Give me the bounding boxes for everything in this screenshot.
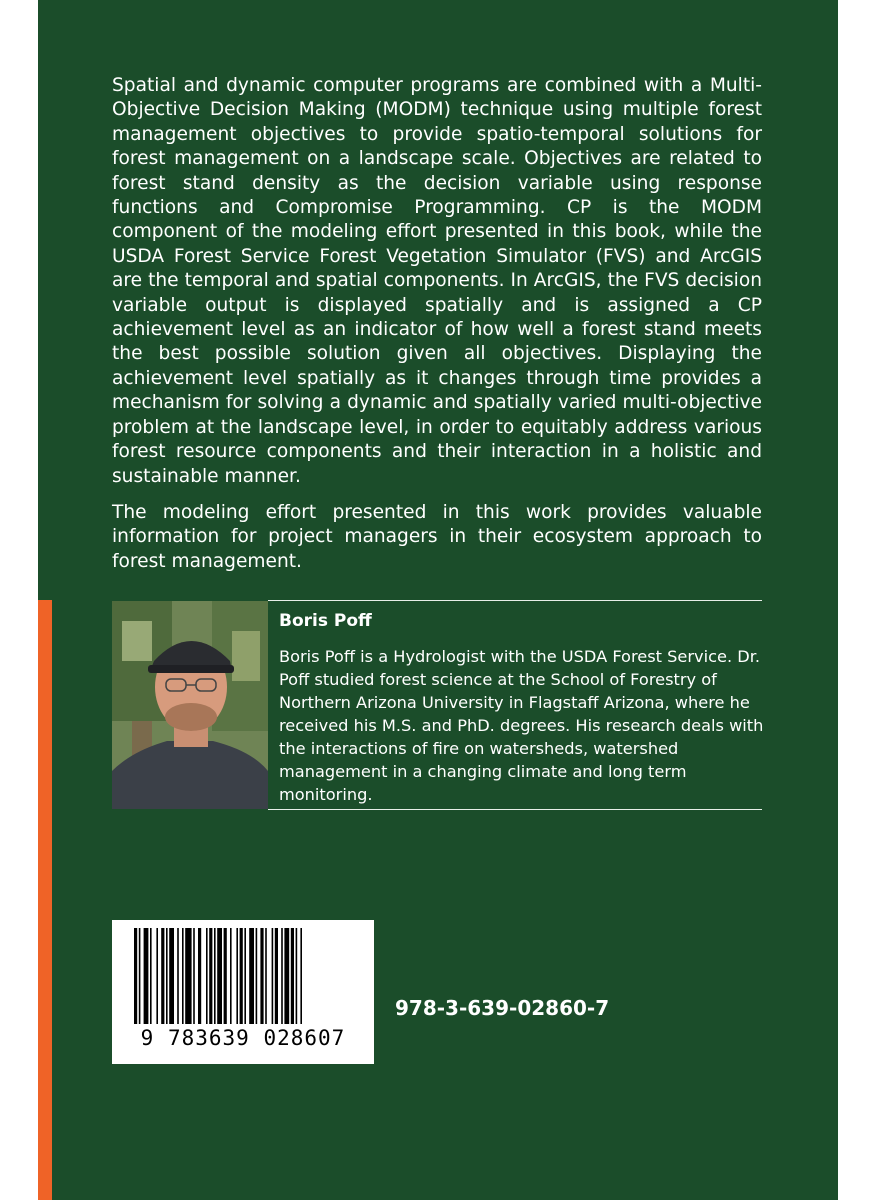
accent-strip: [38, 600, 52, 1200]
book-blurb: [112, 74, 762, 586]
barcode-bars: [112, 920, 374, 1026]
blurb-paragraph-2: The modeling effort presented in this work provides valuable information for project managers in their ecosystem approach to forest management.: [112, 501, 762, 572]
author-top-divider: [268, 600, 762, 601]
author-name: Boris Poff: [279, 611, 372, 631]
author-photo: [112, 601, 268, 809]
barcode-digits: 9 783639 028607: [140, 1026, 346, 1050]
isbn-number: 978-3-639-02860-7: [395, 996, 610, 1020]
author-bottom-divider: [268, 809, 762, 810]
blurb-paragraph-1: Spatial and dynamic computer programs are combined with a Multi-Objective Decision Making (MODM) technique using multiple forest management objectives to provide spatio-temporal solutions for forest management on a landscape scale. Objectives are related to forest stand density as the decision variable using response functions and Compromise Programming. CP is the MODM component of the modeling effort presented in this book, while the USDA Forest Service Forest Vegetation Simulator (FVS) and ArcGIS are the temporal and spatial components. In ArcGIS, the FVS decision variable output is displayed spatially and is assigned a CP achievement level as an indicator of how well a forest stand meets the best possible solution given all objectives. Displaying the achievement level spatially as it changes through time provides a mechanism for solving a dynamic and spatially varied multi-objective problem at the landscape level, in order to equitably address various forest resource components and their interaction in a holistic and sustainable manner.: [112, 75, 762, 487]
author-bio: Boris Poff is a Hydrologist with the USDA Forest Service. Dr. Poff studied forest science at the School of Forestry of Northern Arizona University in Flagstaff Arizona, where he received his M.S. and PhD. degrees. His research deals with the interactions of fire on watersheds, watershed management in a changing climate and long term monitoring.: [279, 647, 764, 804]
barcode: [112, 920, 374, 1064]
